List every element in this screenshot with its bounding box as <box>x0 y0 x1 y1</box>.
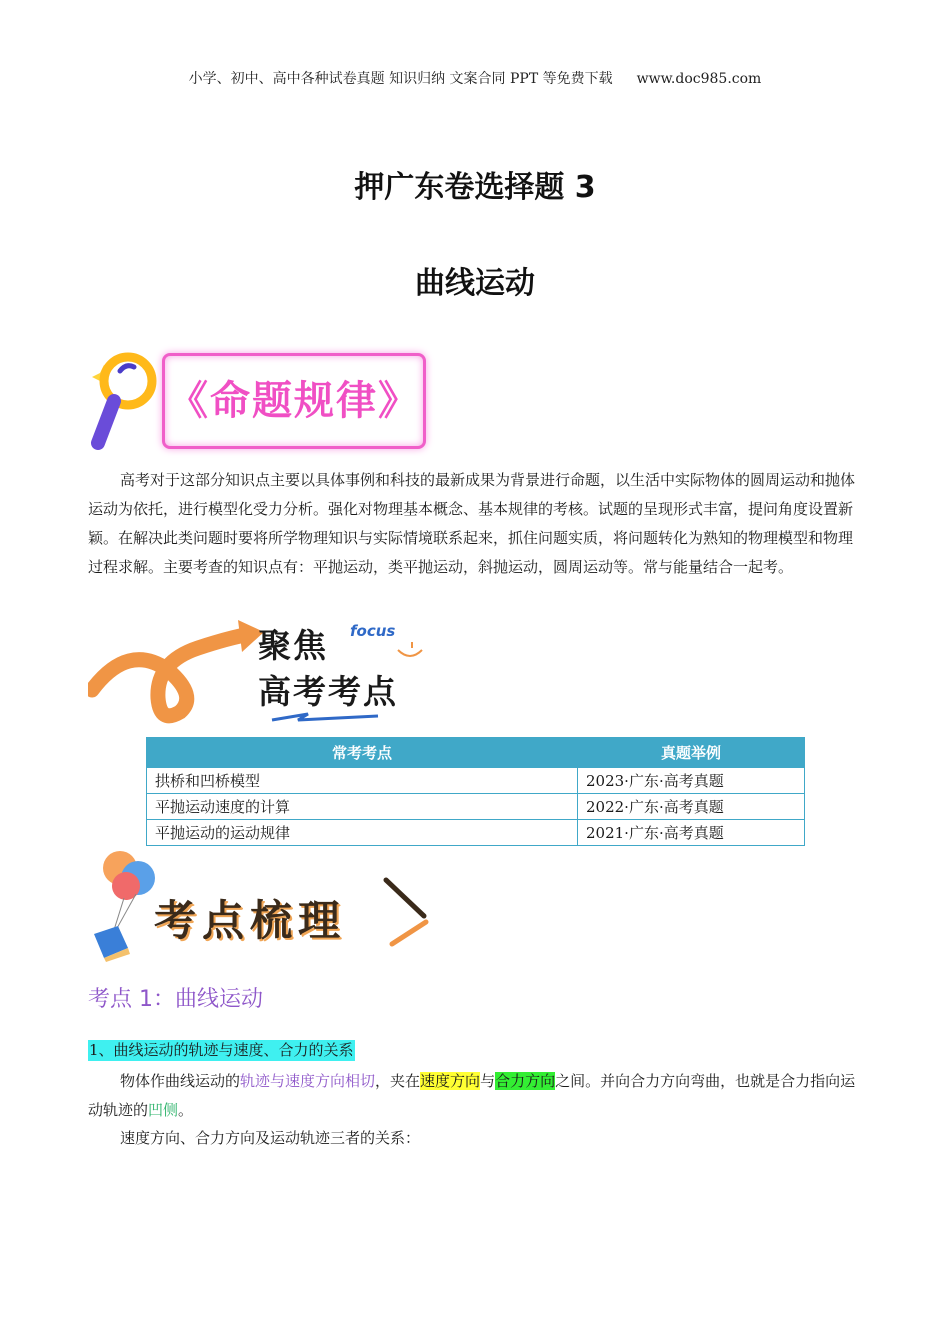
banner-focus-line1: 聚焦 <box>258 626 328 665</box>
document-subtitle: 曲线运动 <box>415 266 535 301</box>
green-text: 凹侧 <box>148 1101 179 1119</box>
text-run: 与 <box>480 1072 496 1090</box>
table-row <box>147 794 805 820</box>
banner-kaodian-shuli <box>88 848 433 963</box>
purple-text: 轨迹与速度方向相切 <box>240 1072 376 1090</box>
banner-title: 考点梳理 <box>154 896 347 945</box>
decorative-lines <box>378 872 438 952</box>
banner-focus <box>88 612 433 727</box>
table-cell: 2021·广东·高考真题 <box>578 820 805 846</box>
intro-paragraph: 高考对于这部分知识点主要以具体事例和科技的最新成果为背景进行命题，以生活中实际物体的圆周运动和抛体运动为依托，进行模型化受力分析。强化对物理基本概念、基本规律的考核。试题的呈现形式丰富，提问角度设置新颖。在解决此类问题时要将所学物理知识与实际情境联系起来，抓住问题实质，将问题转化为熟知的物理模型和物理过程求解。主要考查的知识点有：平抛运动，类平抛运动，斜抛运动，圆周运动等。常与能量结合一起考。 <box>88 471 856 576</box>
yellow-highlight: 速度方向 <box>420 1072 481 1090</box>
section-paragraph <box>88 1067 863 1125</box>
smile-icon <box>392 640 432 664</box>
curved-arrow-icon <box>88 612 268 727</box>
table-cell: 2023·广东·高考真题 <box>578 768 805 794</box>
banner-focus-line2: 高考考点 <box>258 672 398 711</box>
header-url[interactable]: www.doc985.com <box>636 71 762 87</box>
table-row <box>147 820 805 846</box>
table-cell: 2022·广东·高考真题 <box>578 794 805 820</box>
text-run: ，夹在 <box>375 1072 421 1090</box>
table-header-row <box>147 738 805 768</box>
magnifier-icon <box>90 345 170 455</box>
table-header-cell: 真题举例 <box>578 738 805 768</box>
page-header <box>0 68 950 88</box>
banner-title: 《命题规律》 <box>168 378 420 424</box>
text-run: 物体作曲线运动的 <box>120 1072 241 1090</box>
table-cell: 拱桥和凹桥模型 <box>147 768 578 794</box>
table-cell: 平抛运动的运动规律 <box>147 820 578 846</box>
kaodian-title: 考点 1：曲线运动 <box>88 987 263 1012</box>
table-header-cell: 常考考点 <box>147 738 578 768</box>
banner-mingti-guilv <box>90 345 430 455</box>
text-run: 之间。并向合力方向弯曲，也就是合力指向运动轨迹的 <box>88 1072 856 1119</box>
section-heading: 1、曲线运动的轨迹与速度、合力的关系 <box>89 1041 354 1059</box>
section-paragraph-2: 速度方向、合力方向及运动轨迹三者的关系： <box>120 1129 421 1147</box>
document-title: 押广东卷选择题 3 <box>354 170 596 205</box>
header-text: 小学、初中、高中各种试卷真题 知识归纳 文案合同 PPT 等免费下载 <box>188 71 613 87</box>
table-row <box>147 768 805 794</box>
underline-stroke <box>268 710 388 726</box>
text-run: 。 <box>178 1101 194 1119</box>
banner-focus-en: focus <box>350 622 396 640</box>
kaodian-table <box>146 737 805 846</box>
table-cell: 平抛运动速度的计算 <box>147 794 578 820</box>
green-highlight: 合力方向 <box>495 1072 556 1090</box>
